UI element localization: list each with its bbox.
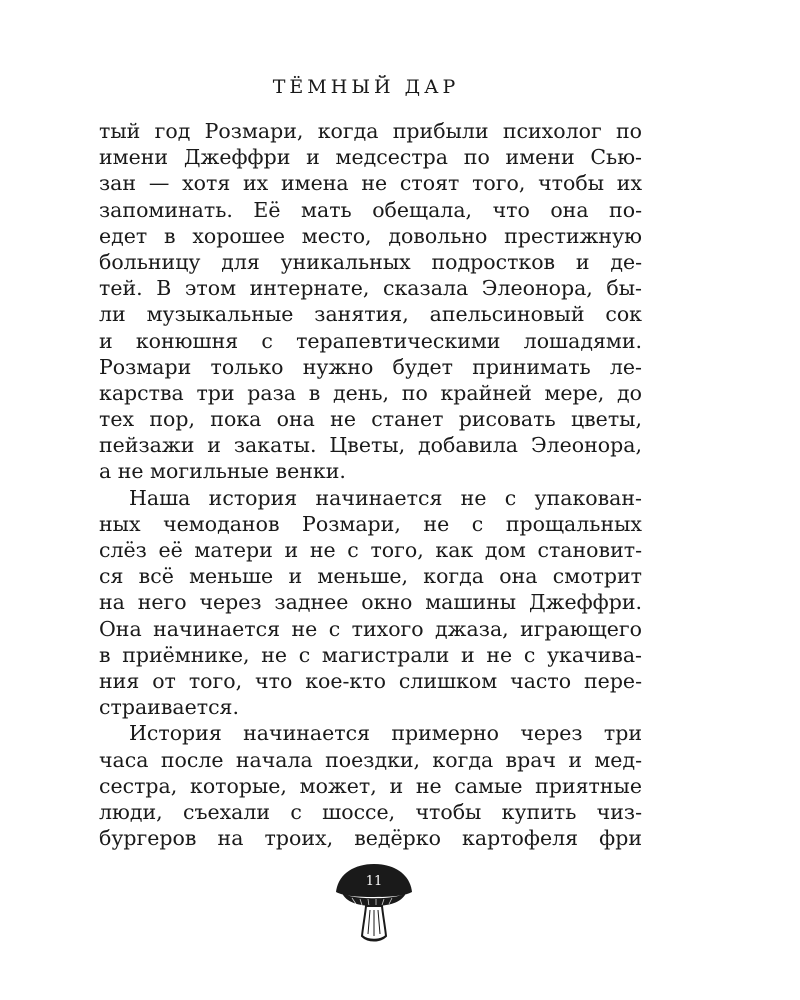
text-line: тый год Розмари, когда прибыли психолог по xyxy=(99,119,642,143)
text-line: ных чемоданов Розмари, не с прощальных xyxy=(99,511,642,536)
text-line: ся всё меньше и меньше, когда она смотрит xyxy=(99,564,642,589)
text-line: и конюшня с терапевтическими лошадями. xyxy=(99,328,642,353)
text-line: часа после начала поездки, когда врач и мед- xyxy=(99,747,642,772)
text-line: запоминать. Её мать обещала, что она по- xyxy=(99,197,642,222)
text-line: на него через заднее окно машины Джеффри. xyxy=(99,590,642,615)
text-line: имени Джеффри и медсестра по имени Сью- xyxy=(99,145,642,170)
text-line: больницу для уникальных подростков и де- xyxy=(99,249,642,274)
text-line: бургеров на троих, ведёрко картофеля фри xyxy=(99,826,642,851)
page-number-badge xyxy=(332,862,416,944)
text-line: страивается. xyxy=(99,695,239,720)
text-line: ния от того, что кое-кто слишком часто пере- xyxy=(99,668,642,693)
text-line: едет в хорошее место, довольно престижную xyxy=(99,223,642,248)
text-line: ли музыкальные занятия, апельсиновый сок xyxy=(99,302,642,327)
paragraph-first-line: Наша история начинается не с упакован- xyxy=(129,485,642,510)
text-line: люди, съехали с шоссе, чтобы купить чиз- xyxy=(99,799,642,824)
body-text xyxy=(99,118,642,851)
text-line: слёз её матери и не с того, как дом становит- xyxy=(99,538,642,562)
text-line: карства три раза в день, по крайней мере, до xyxy=(99,380,642,405)
text-line: а не могильные венки. xyxy=(99,459,346,484)
text-line: сестра, которые, может, и не самые приятные xyxy=(99,773,642,798)
running-head: ТЁМНЫЙ ДАР xyxy=(272,76,460,98)
page-number: 11 xyxy=(365,874,383,889)
text-line: тей. В этом интернате, сказала Элеонора, бы- xyxy=(99,276,642,301)
text-line: зан — хотя их имена не стоят того, чтобы их xyxy=(99,171,642,196)
text-line: Она начинается не с тихого джаза, играющего xyxy=(99,616,642,641)
text-line: в приёмнике, не с магистрали и не с укачива- xyxy=(99,642,642,667)
text-line: пейзажи и закаты. Цветы, добавила Элеонора, xyxy=(99,433,642,458)
text-line: тех пор, пока она не станет рисовать цветы, xyxy=(99,407,642,432)
paragraph-first-line: История начинается примерно через три xyxy=(129,721,642,746)
text-line: Розмари только нужно будет принимать ле- xyxy=(99,354,642,379)
